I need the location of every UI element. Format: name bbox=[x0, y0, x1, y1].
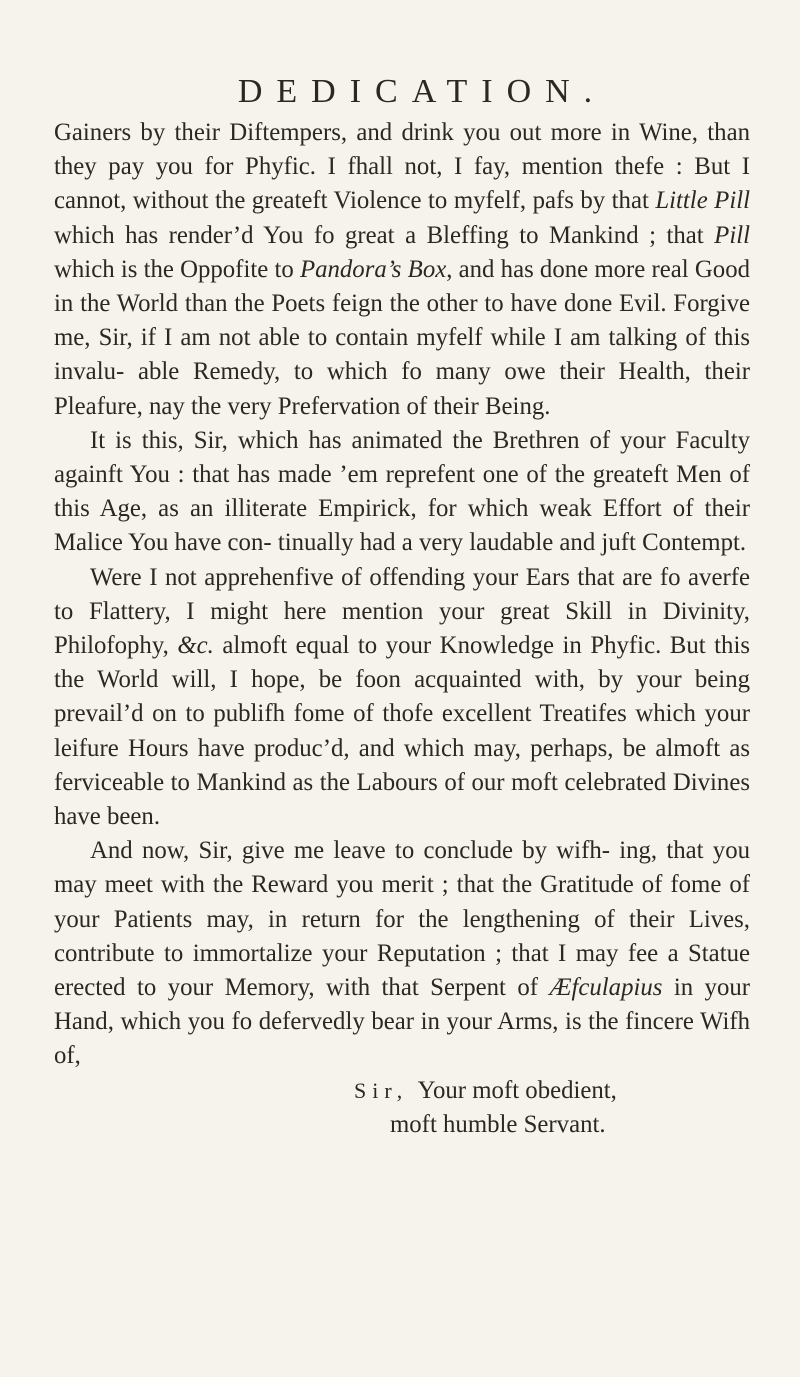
text-run: Were I not apprehenfive of offending your Ears that are fo averfe to Flattery, I might here mention your great Skill in Divinity, Philofophy, bbox=[54, 563, 750, 660]
italic-phrase: Æfculapius bbox=[549, 974, 663, 1002]
paragraph-3 bbox=[54, 561, 750, 835]
text-run: , and has done more real Good in the World than the Poets feign the other to have done Evil. Forgive me, Sir, if I am not able to contain myfelf while I am talking of this invalu- able Remedy, to which fo many owe their Health, their Pleafure, nay the very Prefervation of their Being. bbox=[54, 255, 750, 420]
text-run: in your Hand, which you fo defervedly bear in your Arms, is the fincere Wifh of, bbox=[54, 974, 751, 1070]
salutation: Sir, bbox=[354, 1077, 409, 1103]
text-run: which is the Oppofite to bbox=[54, 255, 300, 283]
paragraph-2: It is this, Sir, which has animated the Brethren of your Faculty againft You : that has made ’em reprefent one of the greateft Men of this Age, as an illiterate Empirick, for which weak Effort of their Malice You have con- tinually had a very laudable and juft Contempt. bbox=[54, 426, 750, 557]
paragraph-4 bbox=[54, 834, 750, 1073]
closing-signature bbox=[54, 1074, 750, 1142]
italic-phrase: Little Pill bbox=[655, 187, 750, 215]
closing-phrase-1: Your moft obedient, bbox=[417, 1076, 617, 1104]
text-run: which has render’d You fo great a Bleffing to Mankind ; that bbox=[54, 221, 715, 249]
paragraph-1 bbox=[54, 116, 750, 424]
italic-phrase: Pandora’s Box bbox=[299, 255, 447, 283]
closing-line-1 bbox=[54, 1074, 750, 1108]
text-run: And now, Sir, give me leave to conclude by wifh- ing, that you may meet with the Reward you merit ; that the Gratitude of fome of your Patients may, in return for the lengthening of their Lives, contribute to immortalize your Reputation ; that I may fee a Statue erected to your Memory, with that Serpent of bbox=[54, 837, 750, 1002]
italic-phrase: Pill bbox=[714, 221, 750, 249]
text-run: almoft equal to your Knowledge in Phyfic. But this the World will, I hope, be foon acquainted with, by your being prevail’d on to publifh fome of thofe excellent Treatifes which your leifure Hours have produc’d, and which may, perhaps, be almoft as ferviceable to Mankind as the Labours of our moft celebrated Divines have been. bbox=[54, 632, 750, 831]
text-run: Gainers by their Diftempers, and drink you out more in Wine, than they pay you for Phyfic. I fhall not, I fay, mention thefe : But I cannot, without the greateft Violence to myfelf, pafs by that bbox=[54, 119, 750, 215]
dedication-text bbox=[54, 116, 750, 1074]
closing-line-2: moft humble Servant. bbox=[390, 1110, 606, 1138]
running-heading: DEDICATION. bbox=[237, 73, 607, 110]
italic-phrase: &c. bbox=[177, 632, 214, 660]
